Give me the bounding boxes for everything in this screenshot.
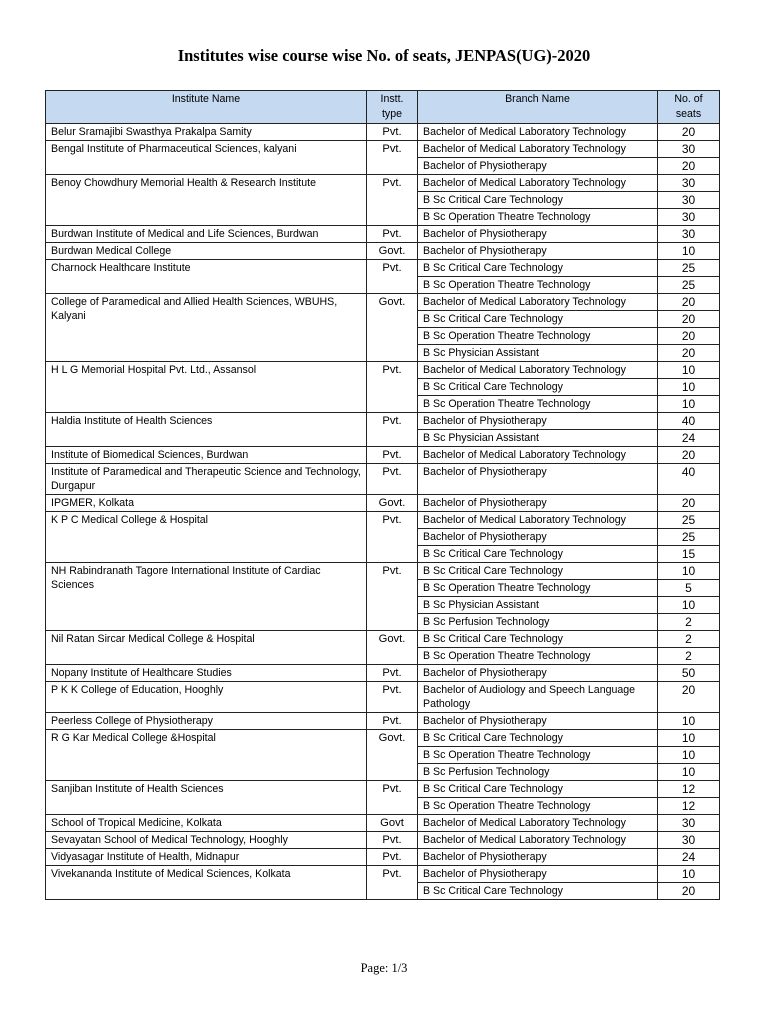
branch-name-cell: Bachelor of Audiology and Speech Language Pathology bbox=[418, 682, 658, 713]
table-row bbox=[46, 713, 720, 730]
institute-name-cell: Charnock Healthcare Institute bbox=[46, 260, 367, 294]
table-row bbox=[46, 832, 720, 849]
table-row bbox=[46, 243, 720, 260]
institute-name-cell: Burdwan Medical College bbox=[46, 243, 367, 260]
institute-name-cell: Institute of Paramedical and Therapeutic Science and Technology, Durgapur bbox=[46, 464, 367, 495]
institute-type-cell: Govt bbox=[367, 815, 418, 832]
branch-name-cell: Bachelor of Medical Laboratory Technology bbox=[418, 512, 658, 529]
institute-type-cell: Govt. bbox=[367, 495, 418, 512]
branch-name-cell: B Sc Critical Care Technology bbox=[418, 311, 658, 328]
branch-name-cell: B Sc Critical Care Technology bbox=[418, 546, 658, 563]
table-row bbox=[46, 849, 720, 866]
table-header-row bbox=[46, 91, 720, 124]
institute-name-cell: P K K College of Education, Hooghly bbox=[46, 682, 367, 713]
table-row bbox=[46, 141, 720, 158]
institute-type-cell: Pvt. bbox=[367, 362, 418, 413]
table-row bbox=[46, 413, 720, 430]
institute-name-cell: R G Kar Medical College &Hospital bbox=[46, 730, 367, 781]
seat-count-cell: 20 bbox=[658, 294, 720, 311]
institute-name-cell: Bengal Institute of Pharmaceutical Sciences, kalyani bbox=[46, 141, 367, 175]
institute-type-cell: Govt. bbox=[367, 730, 418, 781]
branch-name-cell: B Sc Operation Theatre Technology bbox=[418, 277, 658, 294]
seat-count-cell: 10 bbox=[658, 764, 720, 781]
institute-type-cell: Pvt. bbox=[367, 447, 418, 464]
seat-count-cell: 2 bbox=[658, 648, 720, 665]
branch-name-cell: B Sc Operation Theatre Technology bbox=[418, 396, 658, 413]
seat-count-cell: 15 bbox=[658, 546, 720, 563]
seat-count-cell: 25 bbox=[658, 512, 720, 529]
institute-type-cell: Govt. bbox=[367, 243, 418, 260]
institute-name-cell: School of Tropical Medicine, Kolkata bbox=[46, 815, 367, 832]
branch-name-cell: B Sc Critical Care Technology bbox=[418, 192, 658, 209]
institute-type-cell: Pvt. bbox=[367, 866, 418, 900]
branch-name-cell: Bachelor of Medical Laboratory Technology bbox=[418, 815, 658, 832]
seat-count-cell: 5 bbox=[658, 580, 720, 597]
table-row bbox=[46, 682, 720, 713]
table-body bbox=[46, 124, 720, 900]
page-number: Page: 1/3 bbox=[360, 961, 408, 975]
institute-type-cell: Pvt. bbox=[367, 682, 418, 713]
institute-name-cell: Nopany Institute of Healthcare Studies bbox=[46, 665, 367, 682]
institute-type-cell: Pvt. bbox=[367, 260, 418, 294]
seat-count-cell: 25 bbox=[658, 260, 720, 277]
seat-count-cell: 10 bbox=[658, 866, 720, 883]
table-row bbox=[46, 665, 720, 682]
header-institute-name: Institute Name bbox=[46, 91, 367, 124]
table-row bbox=[46, 730, 720, 747]
institute-name-cell: Sevayatan School of Medical Technology, Hooghly bbox=[46, 832, 367, 849]
branch-name-cell: Bachelor of Physiotherapy bbox=[418, 226, 658, 243]
branch-name-cell: B Sc Operation Theatre Technology bbox=[418, 209, 658, 226]
branch-name-cell: B Sc Critical Care Technology bbox=[418, 631, 658, 648]
institute-type-cell: Pvt. bbox=[367, 849, 418, 866]
seat-count-cell: 30 bbox=[658, 192, 720, 209]
institute-type-cell: Pvt. bbox=[367, 124, 418, 141]
institute-name-cell: IPGMER, Kolkata bbox=[46, 495, 367, 512]
branch-name-cell: B Sc Critical Care Technology bbox=[418, 379, 658, 396]
branch-name-cell: B Sc Perfusion Technology bbox=[418, 764, 658, 781]
branch-name-cell: B Sc Operation Theatre Technology bbox=[418, 747, 658, 764]
branch-name-cell: Bachelor of Physiotherapy bbox=[418, 243, 658, 260]
seat-count-cell: 2 bbox=[658, 614, 720, 631]
branch-name-cell: Bachelor of Medical Laboratory Technology bbox=[418, 141, 658, 158]
branch-name-cell: B Sc Physician Assistant bbox=[418, 597, 658, 614]
branch-name-cell: B Sc Operation Theatre Technology bbox=[418, 580, 658, 597]
seat-count-cell: 20 bbox=[658, 345, 720, 362]
seat-count-cell: 30 bbox=[658, 175, 720, 192]
table-row bbox=[46, 260, 720, 277]
header-branch-name: Branch Name bbox=[418, 91, 658, 124]
institute-name-cell: Nil Ratan Sircar Medical College & Hospital bbox=[46, 631, 367, 665]
seat-count-cell: 10 bbox=[658, 730, 720, 747]
branch-name-cell: Bachelor of Medical Laboratory Technology bbox=[418, 447, 658, 464]
institute-type-cell: Pvt. bbox=[367, 713, 418, 730]
institute-type-cell: Pvt. bbox=[367, 226, 418, 243]
institute-name-cell: Institute of Biomedical Sciences, Burdwan bbox=[46, 447, 367, 464]
table-row bbox=[46, 447, 720, 464]
document-title: Institutes wise course wise No. of seats, JENPAS(UG)-2020 bbox=[177, 46, 591, 65]
seat-count-cell: 20 bbox=[658, 883, 720, 900]
institute-name-cell: K P C Medical College & Hospital bbox=[46, 512, 367, 563]
table-row bbox=[46, 512, 720, 529]
table-row bbox=[46, 124, 720, 141]
branch-name-cell: Bachelor of Medical Laboratory Technology bbox=[418, 362, 658, 379]
branch-name-cell: Bachelor of Medical Laboratory Technology bbox=[418, 175, 658, 192]
branch-name-cell: Bachelor of Physiotherapy bbox=[418, 158, 658, 175]
table-row bbox=[46, 175, 720, 192]
branch-name-cell: Bachelor of Physiotherapy bbox=[418, 713, 658, 730]
branch-name-cell: Bachelor of Medical Laboratory Technology bbox=[418, 124, 658, 141]
seat-count-cell: 30 bbox=[658, 209, 720, 226]
branch-name-cell: B Sc Perfusion Technology bbox=[418, 614, 658, 631]
branch-name-cell: Bachelor of Physiotherapy bbox=[418, 529, 658, 546]
branch-name-cell: B Sc Physician Assistant bbox=[418, 430, 658, 447]
seat-count-cell: 24 bbox=[658, 430, 720, 447]
institute-type-cell: Pvt. bbox=[367, 175, 418, 226]
institute-name-cell: Burdwan Institute of Medical and Life Sciences, Burdwan bbox=[46, 226, 367, 243]
branch-name-cell: Bachelor of Physiotherapy bbox=[418, 464, 658, 495]
table-row bbox=[46, 294, 720, 311]
seat-count-cell: 10 bbox=[658, 243, 720, 260]
institute-type-cell: Govt. bbox=[367, 631, 418, 665]
seat-count-cell: 25 bbox=[658, 529, 720, 546]
institute-type-cell: Govt. bbox=[367, 294, 418, 362]
institute-type-cell: Pvt. bbox=[367, 832, 418, 849]
institute-type-cell: Pvt. bbox=[367, 512, 418, 563]
seat-count-cell: 10 bbox=[658, 362, 720, 379]
institute-type-cell: Pvt. bbox=[367, 141, 418, 175]
branch-name-cell: B Sc Critical Care Technology bbox=[418, 730, 658, 747]
branch-name-cell: Bachelor of Medical Laboratory Technology bbox=[418, 832, 658, 849]
seat-count-cell: 25 bbox=[658, 277, 720, 294]
seat-count-cell: 20 bbox=[658, 328, 720, 345]
branch-name-cell: Bachelor of Physiotherapy bbox=[418, 866, 658, 883]
institute-name-cell: College of Paramedical and Allied Health Sciences, WBUHS, Kalyani bbox=[46, 294, 367, 362]
seat-count-cell: 30 bbox=[658, 815, 720, 832]
table-row bbox=[46, 362, 720, 379]
seat-count-cell: 20 bbox=[658, 682, 720, 713]
branch-name-cell: Bachelor of Medical Laboratory Technology bbox=[418, 294, 658, 311]
table-row bbox=[46, 495, 720, 512]
table-row bbox=[46, 226, 720, 243]
institute-name-cell: Peerless College of Physiotherapy bbox=[46, 713, 367, 730]
seat-count-cell: 30 bbox=[658, 832, 720, 849]
header-seat-count: No. of seats bbox=[658, 91, 720, 124]
seat-count-cell: 30 bbox=[658, 141, 720, 158]
table-row bbox=[46, 781, 720, 798]
seat-count-cell: 20 bbox=[658, 447, 720, 464]
seat-count-cell: 10 bbox=[658, 597, 720, 614]
seat-count-cell: 50 bbox=[658, 665, 720, 682]
seat-count-cell: 10 bbox=[658, 396, 720, 413]
branch-name-cell: B Sc Critical Care Technology bbox=[418, 563, 658, 580]
seat-count-cell: 20 bbox=[658, 124, 720, 141]
seat-count-cell: 2 bbox=[658, 631, 720, 648]
branch-name-cell: Bachelor of Physiotherapy bbox=[418, 849, 658, 866]
institute-type-cell: Pvt. bbox=[367, 563, 418, 631]
institute-type-cell: Pvt. bbox=[367, 665, 418, 682]
branch-name-cell: B Sc Operation Theatre Technology bbox=[418, 328, 658, 345]
institute-name-cell: NH Rabindranath Tagore International Institute of Cardiac Sciences bbox=[46, 563, 367, 631]
seat-count-cell: 10 bbox=[658, 379, 720, 396]
seat-count-cell: 24 bbox=[658, 849, 720, 866]
branch-name-cell: Bachelor of Physiotherapy bbox=[418, 665, 658, 682]
seat-count-cell: 40 bbox=[658, 464, 720, 495]
branch-name-cell: B Sc Critical Care Technology bbox=[418, 781, 658, 798]
institute-name-cell: H L G Memorial Hospital Pvt. Ltd., Assansol bbox=[46, 362, 367, 413]
table-row bbox=[46, 464, 720, 495]
branch-name-cell: B Sc Physician Assistant bbox=[418, 345, 658, 362]
seat-count-cell: 12 bbox=[658, 781, 720, 798]
institute-name-cell: Vivekananda Institute of Medical Sciences, Kolkata bbox=[46, 866, 367, 900]
header-institute-type: Instt. type bbox=[367, 91, 418, 124]
table-row bbox=[46, 866, 720, 883]
seat-count-cell: 10 bbox=[658, 563, 720, 580]
institute-type-cell: Pvt. bbox=[367, 413, 418, 447]
seat-count-cell: 10 bbox=[658, 713, 720, 730]
branch-name-cell: Bachelor of Physiotherapy bbox=[418, 413, 658, 430]
seat-count-cell: 12 bbox=[658, 798, 720, 815]
table-row bbox=[46, 815, 720, 832]
seat-count-cell: 10 bbox=[658, 747, 720, 764]
branch-name-cell: B Sc Critical Care Technology bbox=[418, 260, 658, 277]
seats-table bbox=[45, 90, 720, 900]
seat-count-cell: 20 bbox=[658, 158, 720, 175]
branch-name-cell: B Sc Operation Theatre Technology bbox=[418, 648, 658, 665]
institute-type-cell: Pvt. bbox=[367, 464, 418, 495]
seat-count-cell: 30 bbox=[658, 226, 720, 243]
institute-name-cell: Benoy Chowdhury Memorial Health & Research Institute bbox=[46, 175, 367, 226]
table-row bbox=[46, 563, 720, 580]
institute-type-cell: Pvt. bbox=[367, 781, 418, 815]
branch-name-cell: Bachelor of Physiotherapy bbox=[418, 495, 658, 512]
branch-name-cell: B Sc Critical Care Technology bbox=[418, 883, 658, 900]
seat-count-cell: 20 bbox=[658, 495, 720, 512]
table-row bbox=[46, 631, 720, 648]
institute-name-cell: Vidyasagar Institute of Health, Midnapur bbox=[46, 849, 367, 866]
institute-name-cell: Belur Sramajibi Swasthya Prakalpa Samity bbox=[46, 124, 367, 141]
seat-count-cell: 20 bbox=[658, 311, 720, 328]
branch-name-cell: B Sc Operation Theatre Technology bbox=[418, 798, 658, 815]
seat-count-cell: 40 bbox=[658, 413, 720, 430]
institute-name-cell: Sanjiban Institute of Health Sciences bbox=[46, 781, 367, 815]
institute-name-cell: Haldia Institute of Health Sciences bbox=[46, 413, 367, 447]
